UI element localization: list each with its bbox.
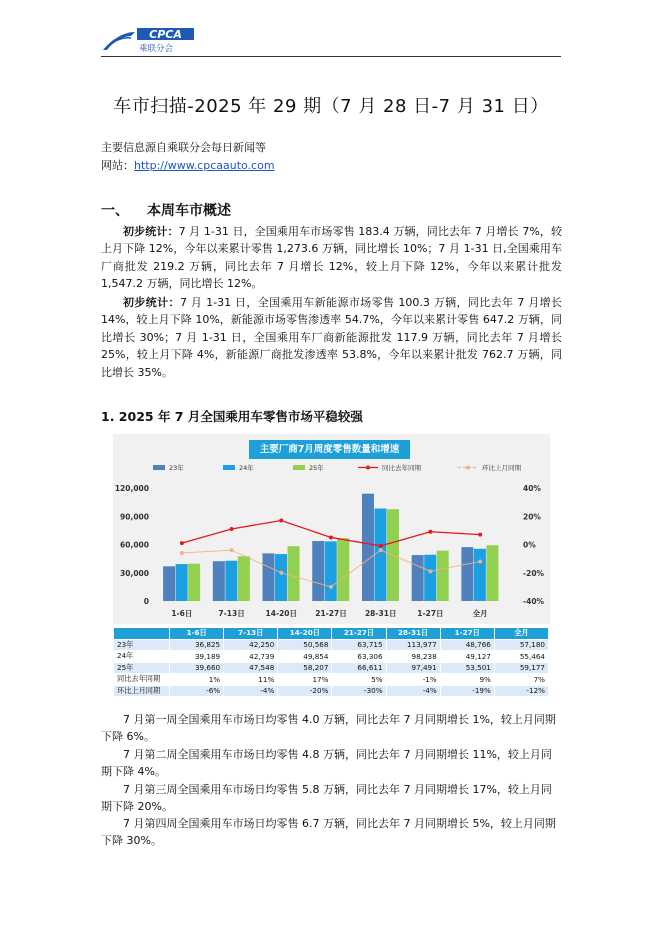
line-point: [279, 571, 283, 575]
weekly-paragraph-2: 7 月第二周全国乘用车市场日均零售 4.8 万辆，同比去年 7 月同期增长 11%，较上月同期下降 4%。: [101, 748, 552, 779]
table-cell: 36,825: [170, 639, 224, 651]
y-right-tick-label: -20%: [523, 568, 545, 578]
table-cell: -1%: [386, 674, 440, 686]
overview-text-1: 7 月 1-31 日，全国乘用车市场零售 183.4 万辆，同比去年 7 月增长 7%，较上月下降 12%，今年以来累计零售 1,273.6 万辆，同比增长 10%；7 月 1-31 日,全国乘用车厂商批发 219.2 万辆，同比去年 7 月增长 12%，较上月下降 12%，今年以来累计批发 1,547.2 万辆，同比增长 12%。: [101, 225, 563, 291]
table-cell: 50,568: [278, 639, 332, 651]
logo-subtext: 乘联分会: [139, 44, 174, 54]
table-row: [114, 685, 549, 697]
section-title: 本周车市概述: [147, 203, 231, 219]
bar: [275, 554, 287, 601]
table-cell: -6%: [170, 685, 224, 697]
overview-paragraph-2: [101, 294, 562, 381]
table-cell: 49,127: [440, 651, 494, 663]
y-right-tick-label: 20%: [523, 512, 541, 522]
y-right-tick-label: -40%: [523, 597, 545, 606]
bar: [412, 555, 424, 601]
line-point: [279, 518, 283, 522]
table-cell: 42,250: [224, 639, 278, 651]
line-point: [329, 535, 333, 539]
line-point: [379, 548, 383, 552]
bar: [163, 566, 175, 601]
x-tick-label: 14-20日: [265, 609, 298, 618]
line-point: [180, 551, 184, 555]
table-cell: 59,177: [494, 662, 548, 674]
bar: [176, 564, 188, 601]
table-cell: -19%: [440, 685, 494, 697]
weekly-paragraph-4: 7 月第四周全国乘用车市场日均零售 6.7 万辆，同比去年 7 月同期增长 5%，较上月同期下降 30%。: [101, 817, 556, 848]
table-row-label: 25年: [114, 662, 170, 674]
table-header-cell: [114, 628, 170, 640]
chart-title: 主要厂商7月周度零售数量和增速: [249, 440, 410, 459]
table-row: [114, 674, 549, 686]
line-point: [428, 569, 432, 573]
table-cell: 5%: [332, 674, 386, 686]
overview-text-2: 7 月 1-31 日，全国乘用车新能源市场零售 100.3 万辆，同比去年 7 月增长 14%，较上月下降 10%，新能源市场零售渗透率 54.7%，今年以来累计零售 647.2 万辆，同比增长 30%；7 月 1-31 日，全国乘用车厂商新能源批发 117.9 万辆，同比去年 7 月增长 25%，较上月下降 4%，新能源厂商批发渗透率 53.8%，今年以来累计批发 762.7 万辆，同比增长 35%。: [101, 296, 562, 379]
x-tick-label: 全月: [472, 609, 488, 618]
table-row: [114, 651, 549, 663]
overview-label-2: 初步统计：: [123, 296, 180, 309]
table-cell: 17%: [278, 674, 332, 686]
legend-marker: [366, 466, 370, 470]
bar: [424, 555, 436, 601]
x-tick-label: 7-13日: [218, 609, 245, 618]
bar: [288, 546, 300, 601]
table-header-cell: 1-6日: [170, 628, 224, 640]
x-tick-label: 21-27日: [315, 609, 347, 618]
bar: [312, 541, 324, 601]
table-cell: -4%: [386, 685, 440, 697]
cpca-logo: [101, 24, 196, 54]
y-right-tick-label: 0%: [523, 540, 536, 550]
source-line: 主要信息源自乘联分会每日新闻等: [101, 141, 266, 154]
legend-marker: [466, 466, 470, 470]
bar: [474, 549, 486, 601]
bar: [225, 561, 237, 601]
section-number: 一、: [101, 203, 129, 219]
table-header-cell: 28-31日: [386, 628, 440, 640]
table-cell: 58,207: [278, 662, 332, 674]
table-row-label: 环比上月同期: [114, 685, 170, 697]
table-row-label: 23年: [114, 639, 170, 651]
logo-text: CPCA: [149, 28, 182, 41]
legend-label: 环比上月同期: [482, 464, 521, 472]
table-cell: 1%: [170, 674, 224, 686]
bar: [325, 541, 337, 601]
table-row-label: 同比去年同期: [114, 674, 170, 686]
table-cell: 55,464: [494, 651, 548, 663]
y-left-tick-label: 0: [143, 597, 149, 606]
legend-swatch: [153, 465, 165, 470]
line-point: [428, 530, 432, 534]
table-header-cell: 1-27日: [440, 628, 494, 640]
line-point: [230, 527, 234, 531]
table-cell: -4%: [224, 685, 278, 697]
chart-svg: [113, 434, 550, 624]
section-heading: [101, 200, 231, 220]
legend-label: 24年: [239, 464, 254, 472]
table-header-cell: 21-27日: [332, 628, 386, 640]
page-title: 车市扫描-2025 年 29 期（7 月 28 日-7 月 31 日）: [113, 96, 549, 117]
website-label: 网站：: [101, 159, 134, 172]
x-tick-label: 28-31日: [364, 609, 397, 618]
source-info: [101, 139, 275, 175]
line-point: [478, 533, 482, 537]
table-cell: 48,766: [440, 639, 494, 651]
website-link[interactable]: http://www.cpcaauto.com: [134, 159, 275, 172]
weekly-paragraph-1: 7 月第一周全国乘用车市场日均零售 4.0 万辆，同比去年 7 月同期增长 1%，较上月同期下降 6%。: [101, 713, 556, 744]
table-row-label: 24年: [114, 651, 170, 663]
line-point: [379, 544, 383, 548]
y-left-tick-label: 120,000: [114, 484, 149, 493]
table-cell: 7%: [494, 674, 548, 686]
header-divider: [101, 56, 561, 57]
bar: [362, 494, 374, 601]
bar: [337, 538, 349, 601]
table-cell: -30%: [332, 685, 386, 697]
table-cell: 97,491: [386, 662, 440, 674]
website-line: [101, 157, 275, 175]
bar: [213, 561, 225, 601]
chart-container: [113, 434, 550, 624]
x-tick-label: 1-27日: [417, 609, 444, 618]
bar: [263, 553, 275, 601]
table-cell: 39,189: [170, 651, 224, 663]
bar: [374, 508, 386, 601]
table-cell: 47,548: [224, 662, 278, 674]
y-right-tick-label: 40%: [523, 484, 541, 493]
table-cell: -20%: [278, 685, 332, 697]
bar: [188, 564, 200, 601]
weekly-paragraph-3: 7 月第三周全国乘用车市场日均零售 5.8 万辆，同比去年 7 月同期增长 17%，较上月同期下降 20%。: [101, 783, 552, 814]
y-left-tick-label: 90,000: [120, 512, 149, 522]
legend-swatch: [293, 465, 305, 470]
subsection-heading: 1. 2025 年 7 月全国乘用车零售市场平稳较强: [101, 409, 363, 424]
table-cell: 49,854: [278, 651, 332, 663]
line-point: [329, 585, 333, 589]
cpca-logo-graphic: [101, 24, 196, 54]
table-cell: 57,180: [494, 639, 548, 651]
table-row: [114, 662, 549, 674]
table-cell: -12%: [494, 685, 548, 697]
line-point: [230, 548, 234, 552]
data-table: [113, 627, 549, 697]
line-point: [478, 559, 482, 563]
overview-label-1: 初步统计：: [123, 225, 179, 238]
table-cell: 39,660: [170, 662, 224, 674]
table-header-cell: 14-20日: [278, 628, 332, 640]
bar: [461, 547, 473, 601]
legend-swatch: [223, 465, 235, 470]
table-row: [114, 639, 549, 651]
y-left-tick-label: 30,000: [120, 568, 149, 578]
table-cell: 98,238: [386, 651, 440, 663]
table-header-row: [114, 628, 549, 640]
table-cell: 53,501: [440, 662, 494, 674]
table-cell: 9%: [440, 674, 494, 686]
table-body: [114, 639, 549, 697]
table-cell: 11%: [224, 674, 278, 686]
table-cell: 66,611: [332, 662, 386, 674]
table-header-cell: 全月: [494, 628, 548, 640]
x-tick-label: 1-6日: [171, 609, 193, 618]
bar: [437, 551, 449, 601]
line-point: [180, 541, 184, 545]
legend-label: 23年: [169, 464, 184, 472]
table-cell: 63,715: [332, 639, 386, 651]
y-left-tick-label: 60,000: [120, 540, 149, 550]
table-header-cell: 7-13日: [224, 628, 278, 640]
table-cell: 42,739: [224, 651, 278, 663]
table-cell: 63,306: [332, 651, 386, 663]
legend-label: 同比去年同期: [382, 464, 421, 472]
legend-label: 25年: [309, 464, 324, 472]
bar: [238, 556, 250, 601]
table-cell: 113,977: [386, 639, 440, 651]
overview-paragraph-1: [101, 223, 562, 293]
bar: [486, 545, 498, 601]
